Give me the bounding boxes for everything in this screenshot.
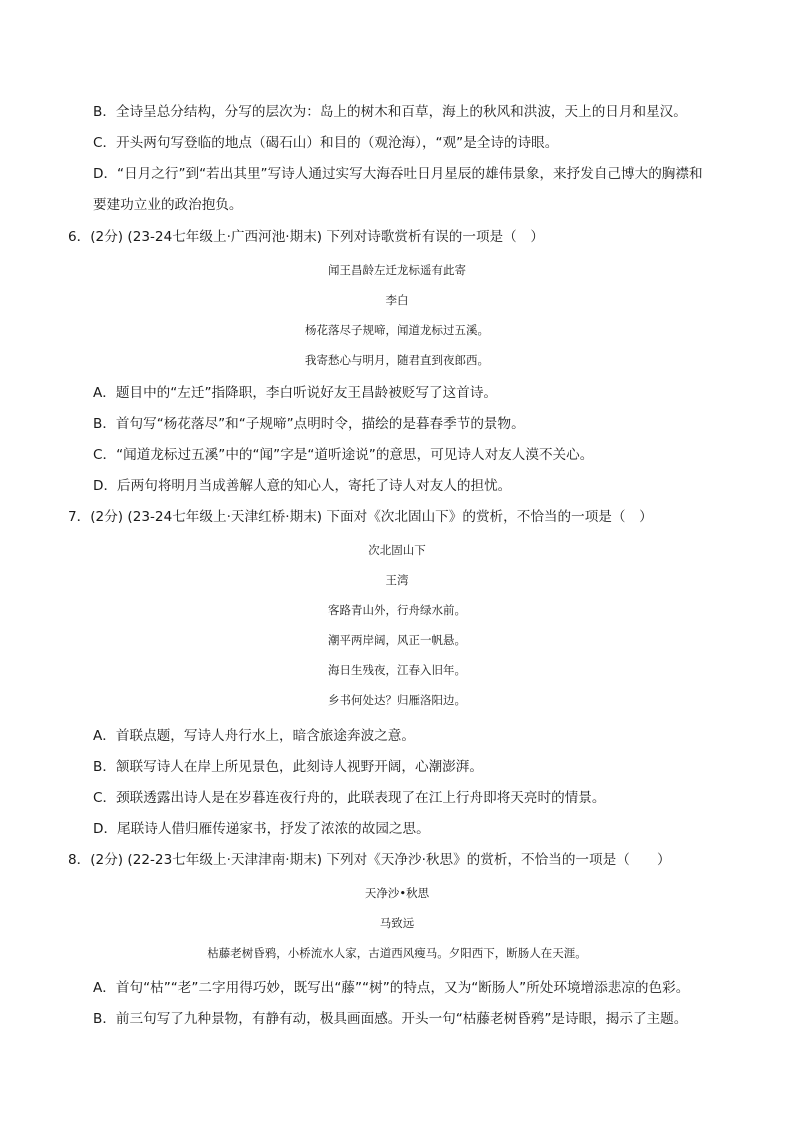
q7-poem-author: 王湾 — [385, 573, 409, 587]
q6-poem-title: 闻王昌龄左迁龙标遥有此寄 — [328, 263, 466, 277]
q6-stem: 6．(2分) (23-24七年级上·广西河池·期末) 下列对诗歌赏析有误的一项是（ ） — [68, 229, 544, 245]
q6-option-c: C．“闻道龙标过五溪”中的“闻”字是“道听途说”的意思，可见诗人对友人漠不关心。 — [93, 447, 594, 463]
q7-option-d: D．尾联诗人借归雁传递家书，抒发了浓浓的故园之思。 — [93, 821, 430, 837]
q5-option-b: B．全诗呈总分结构，分写的层次为：岛上的树木和百草，海上的秋风和洪波，天上的日月和星汉。 — [93, 104, 687, 120]
q8-poem-line: 枯藤老树昏鸦，小桥流水人家，古道西风瘦马。夕阳西下，断肠人在天涯。 — [207, 946, 587, 960]
q7-poem-line: 潮平两岸阔，风正一帆悬。 — [328, 633, 466, 647]
q7-poem-line: 乡书何处达？归雁洛阳边。 — [328, 693, 466, 707]
q6-option-b: B．首句写“杨花落尽”和“子规啼”点明时令，描绘的是暮春季节的景物。 — [93, 416, 525, 432]
q8-stem: 8．(2分) (22-23七年级上·天津津南·期末) 下列对《天净沙·秋思》的赏析，不恰当的一项是（ ） — [68, 852, 671, 868]
q7-poem-line: 海日生残夜，江春入旧年。 — [328, 663, 466, 677]
q7-poem-line: 客路青山外，行舟绿水前。 — [328, 603, 466, 617]
q8-poem-author: 马致远 — [379, 916, 415, 930]
q5-option-c: C．开头两句写登临的地点（碣石山）和目的（观沧海），“观”是全诗的诗眼。 — [93, 135, 559, 151]
q7-option-c: C．颈联透露出诗人是在岁暮连夜行舟的，此联表现了在江上行舟即将天亮时的情景。 — [93, 790, 606, 806]
q7-poem-title: 次北固山下 — [368, 543, 426, 557]
q6-poem-line: 杨花落尽子规啼，闻道龙标过五溪。 — [305, 323, 489, 337]
q7-stem: 7．(2分) (23-24七年级上·天津红桥·期末) 下面对《次北固山下》的赏析，不恰当的一项是（ ） — [68, 509, 653, 525]
q8-option-b: B．前三句写了九种景物，有静有动，极具画面感。开头一句“枯藤老树昏鸦”是诗眼，揭示了主题。 — [93, 1011, 688, 1027]
q5-option-d-line1: D．“日月之行”到“若出其里”写诗人通过实写大海吞吐日月星辰的雄伟景象，来抒发自己博大的胸襟和 — [93, 166, 703, 182]
q8-poem-title: 天净沙•秋思 — [364, 886, 430, 900]
q7-option-b: B．颔联写诗人在岸上所见景色，此刻诗人视野开阔，心潮澎湃。 — [93, 759, 483, 775]
q6-option-a: A．题目中的“左迁”指降职，李白听说好友王昌龄被贬写了这首诗。 — [93, 385, 498, 401]
q6-poem-author: 李白 — [385, 293, 409, 307]
q8-option-a: A．首句“枯”“老”二字用得巧妙，既写出“藤”“树”的特点，又为“断肠人”所处环境增添悲凉的色彩。 — [93, 980, 690, 996]
q6-option-d: D．后两句将明月当成善解人意的知心人，寄托了诗人对友人的担忧。 — [93, 478, 512, 494]
q5-option-d-line2: 要建功立业的政治抱负。 — [93, 197, 243, 213]
q7-option-a: A．首联点题，写诗人舟行水上，暗含旅途奔波之意。 — [93, 728, 415, 744]
q6-poem-line: 我寄愁心与明月，随君直到夜郎西。 — [305, 353, 489, 367]
